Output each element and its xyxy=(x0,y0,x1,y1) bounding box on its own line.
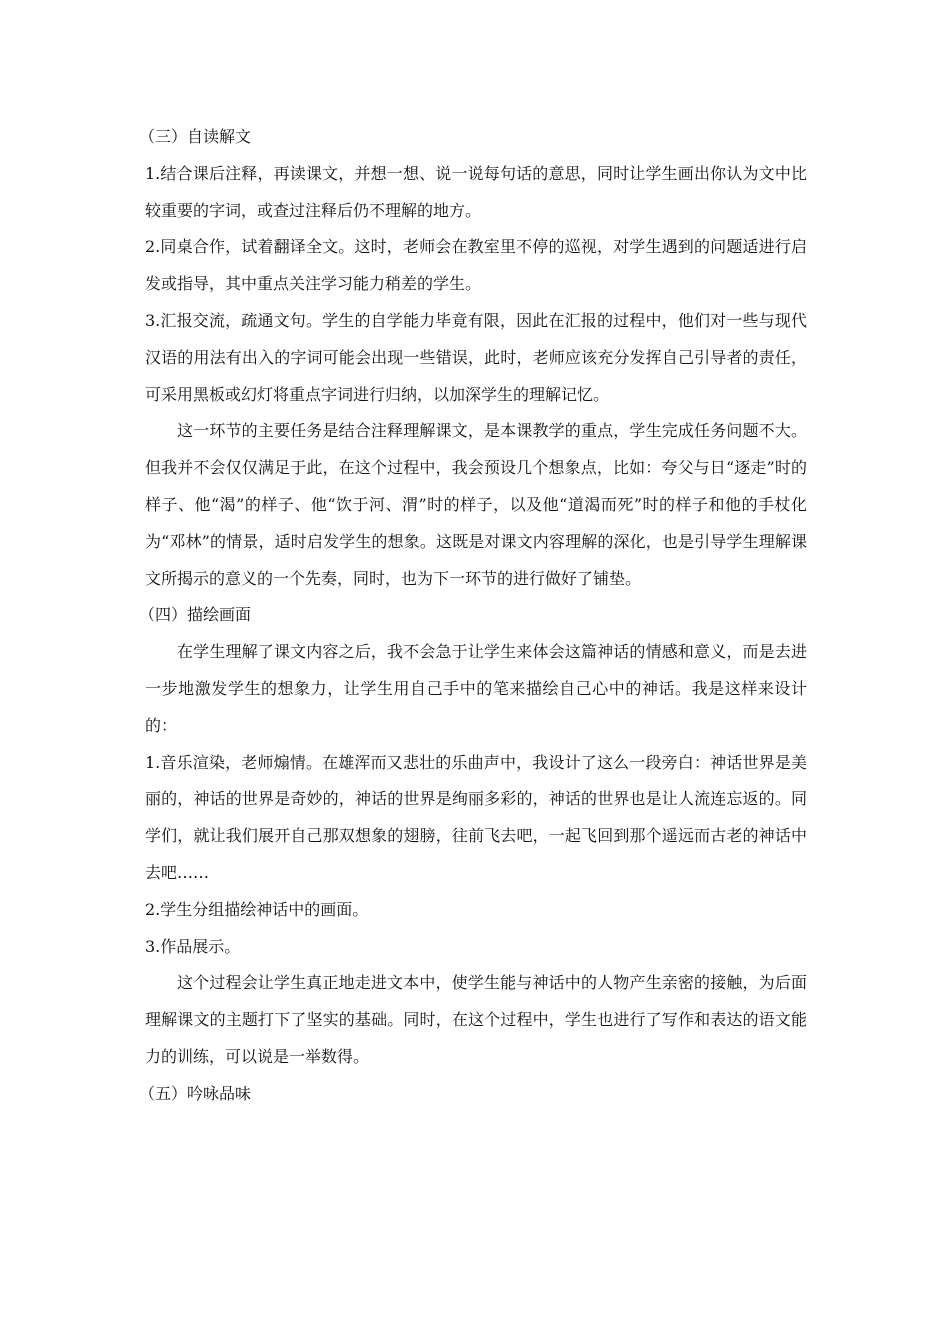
list-item: 3.汇报交流，疏通文句。学生的自学能力毕竟有限，因此在汇报的过程中，他们对一些与现代汉语的用法有出入的字词可能会出现一些错误，此时，老师应该充分发挥自己引导者的责任，可采用黑板或幻灯将重点字词进行归纳，以加深学生的理解记忆。 xyxy=(145,310,807,404)
body-paragraph: 这个过程会让学生真正地走进文本中，使学生能与神话中的人物产生亲密的接触，为后面理解课文的主题打下了坚实的基础。同时，在这个过程中，学生也进行了写作和表达的语文能力的训练，可以说是一举数得。 xyxy=(145,973,807,1066)
section-heading-4: （四）描绘画面 xyxy=(139,605,252,625)
section-heading-5: （五）吟咏品味 xyxy=(139,1083,252,1103)
section-heading-3: （三）自读解文 xyxy=(139,127,252,146)
list-item: 1.结合课后注释，再读课文，并想一想、说一说每句话的意思，同时让学生画出你认为文中比较重要的字词，或查过注释后仍不理解的地方。 xyxy=(145,163,807,220)
body-paragraph: 在学生理解了课文内容之后，我不会急于让学生来体会这篇神话的情感和意义，而是去进一步地激发学生的想象力，让学生用自己手中的笔来描绘自己心中的神话。我是这样来设计的： xyxy=(145,642,807,735)
list-item: 2.学生分组描绘神话中的画面。 xyxy=(145,899,369,919)
list-item: 2.同桌合作，试着翻译全文。这时，老师会在教室里不停的巡视，对学生遇到的问题适进行启发或指导，其中重点关注学习能力稍差的学生。 xyxy=(145,237,807,294)
list-item: 3.作品展示。 xyxy=(145,936,241,956)
body-paragraph: 这一环节的主要任务是结合注释理解课文，是本课教学的重点，学生完成任务问题不大。但我并不会仅仅满足于此，在这个过程中，我会预设几个想象点，比如：夸父与日“逐走”时的样子、他“渴”的样子、他“饮于河、渭”时的样子，以及他“道渴而死”时的样子和他的手杖化为“邓林”的情景，适时启发学生的想象。这既是对课文内容理解的深化，也是引导学生理解课文所揭示的意义的一个先奏，同时，也为下一环节的进行做好了铺垫。 xyxy=(145,421,807,588)
document-body xyxy=(139,119,807,1113)
list-item: 1.音乐渲染，老师煽情。在雄浑而又悲壮的乐曲声中，我设计了这么一段旁白：神话世界是美丽的，神话的世界是奇妙的，神话的世界是绚丽多彩的，神话的世界也是让人流连忘返的。同学们，就让我们展开自己那双想象的翅膀，往前飞去吧，一起飞回到那个遥远而古老的神话中去吧…… xyxy=(145,752,807,882)
